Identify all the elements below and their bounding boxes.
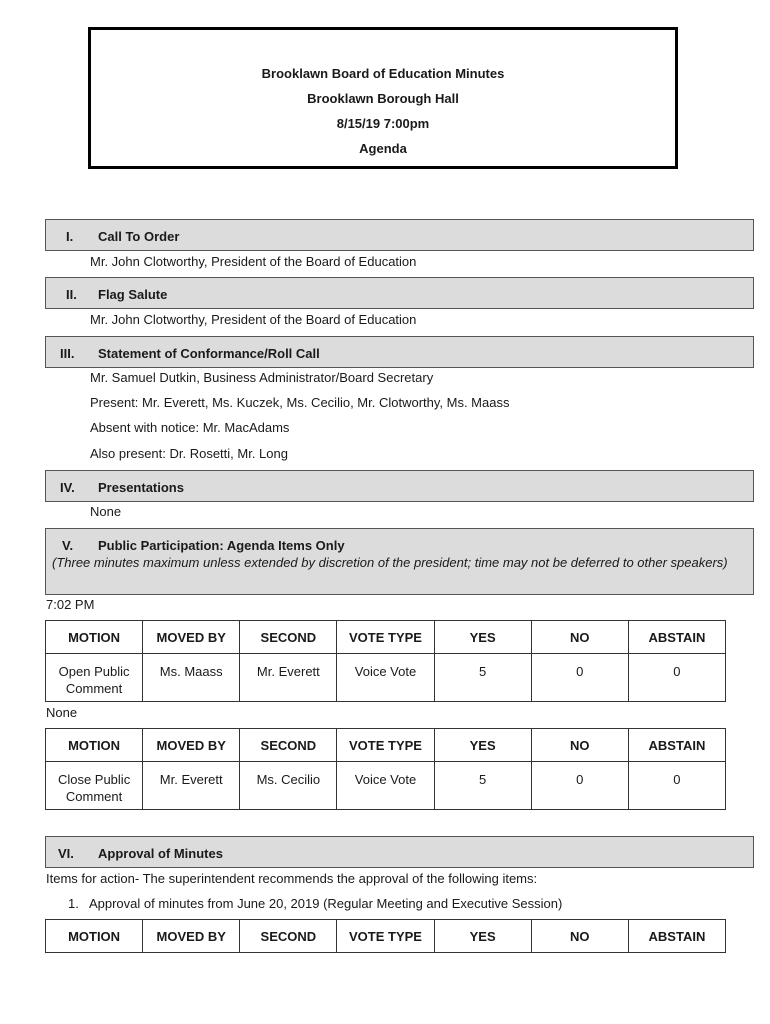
agenda-label: Agenda (359, 141, 407, 156)
header-motion: MOTION (46, 920, 143, 953)
section-title: Presentations (98, 480, 184, 495)
section-approval-of-minutes (45, 836, 754, 868)
cell-yes: 5 (434, 654, 531, 702)
cell-second: Ms. Cecilio (240, 762, 337, 810)
header-abstain: ABSTAIN (628, 621, 725, 654)
cell-no: 0 (531, 762, 628, 810)
header-motion: MOTION (46, 621, 143, 654)
cell-no: 0 (531, 654, 628, 702)
header-second: SECOND (240, 729, 337, 762)
section-roll-call (45, 336, 754, 368)
cell-motion: Open Public Comment (46, 654, 143, 702)
header-second: SECOND (240, 621, 337, 654)
header-vote-type: VOTE TYPE (337, 621, 434, 654)
header-second: SECOND (240, 920, 337, 953)
table-header-row (46, 920, 726, 953)
section-number: III. (60, 346, 75, 361)
action-item: 1. Approval of minutes from June 20, 2019 (Regular Meeting and Executive Session) (68, 896, 563, 911)
header-abstain: ABSTAIN (628, 920, 725, 953)
cell-abstain: 0 (628, 654, 725, 702)
header-no: NO (531, 621, 628, 654)
section-text: None (90, 504, 122, 519)
section-presentations (45, 470, 754, 502)
table-row (46, 762, 726, 810)
cell-yes: 5 (434, 762, 531, 810)
table-row (46, 654, 726, 702)
header-yes: YES (434, 729, 531, 762)
section-text: Mr. John Clotworthy, President of the Board of Education (90, 312, 417, 327)
section-text: Present: Mr. Everett, Ms. Kuczek, Ms. Cecilio, Mr. Clotworthy, Ms. Maass (90, 395, 510, 410)
vote-table-open (45, 620, 726, 702)
header-no: NO (531, 920, 628, 953)
header-motion: MOTION (46, 729, 143, 762)
table-header-row (46, 729, 726, 762)
section-title: Flag Salute (98, 287, 168, 302)
header-vote-type: VOTE TYPE (337, 920, 434, 953)
section-public-participation (45, 528, 754, 595)
section-title: Public Participation: Agenda Items Only (98, 538, 345, 553)
title-box (88, 27, 678, 169)
section-number: V. (62, 538, 74, 553)
section-title: Approval of Minutes (98, 846, 223, 861)
location: Brooklawn Borough Hall (307, 91, 459, 106)
header-moved-by: MOVED BY (143, 621, 240, 654)
header-vote-type: VOTE TYPE (337, 729, 434, 762)
section-text: Mr. John Clotworthy, President of the Board of Education (90, 254, 417, 269)
section-number: VI. (58, 846, 74, 861)
document-title: Brooklawn Board of Education Minutes (261, 66, 505, 81)
header-moved-by: MOVED BY (143, 920, 240, 953)
cell-vote-type: Voice Vote (337, 654, 434, 702)
section-note: (Three minutes maximum unless extended by discretion of the president; time may not be deferred to other speakers) (52, 555, 728, 570)
table-header-row (46, 621, 726, 654)
date-time: 8/15/19 7:00pm (336, 116, 430, 131)
section-text: Mr. Samuel Dutkin, Business Administrator/Board Secretary (90, 370, 434, 385)
time-stamp: 7:02 PM (46, 597, 95, 612)
header-moved-by: MOVED BY (143, 729, 240, 762)
section-call-to-order (45, 219, 754, 251)
section-title: Statement of Conformance/Roll Call (98, 346, 320, 361)
action-intro: Items for action- The superintendent recommends the approval of the following items: (46, 871, 538, 886)
cell-moved-by: Mr. Everett (143, 762, 240, 810)
cell-motion: Close Public Comment (46, 762, 143, 810)
vote-table-minutes (45, 919, 726, 953)
section-text: Absent with notice: Mr. MacAdams (90, 420, 290, 435)
section-text: Also present: Dr. Rosetti, Mr. Long (90, 446, 288, 461)
cell-vote-type: Voice Vote (337, 762, 434, 810)
section-title: Call To Order (98, 229, 180, 244)
header-no: NO (531, 729, 628, 762)
header-yes: YES (434, 621, 531, 654)
public-comment-result: None (46, 705, 78, 720)
header-abstain: ABSTAIN (628, 729, 725, 762)
section-number: I. (66, 229, 74, 244)
section-flag-salute (45, 277, 754, 309)
cell-abstain: 0 (628, 762, 725, 810)
section-number: II. (66, 287, 77, 302)
header-yes: YES (434, 920, 531, 953)
cell-moved-by: Ms. Maass (143, 654, 240, 702)
vote-table-close (45, 728, 726, 810)
section-number: IV. (60, 480, 75, 495)
cell-second: Mr. Everett (240, 654, 337, 702)
